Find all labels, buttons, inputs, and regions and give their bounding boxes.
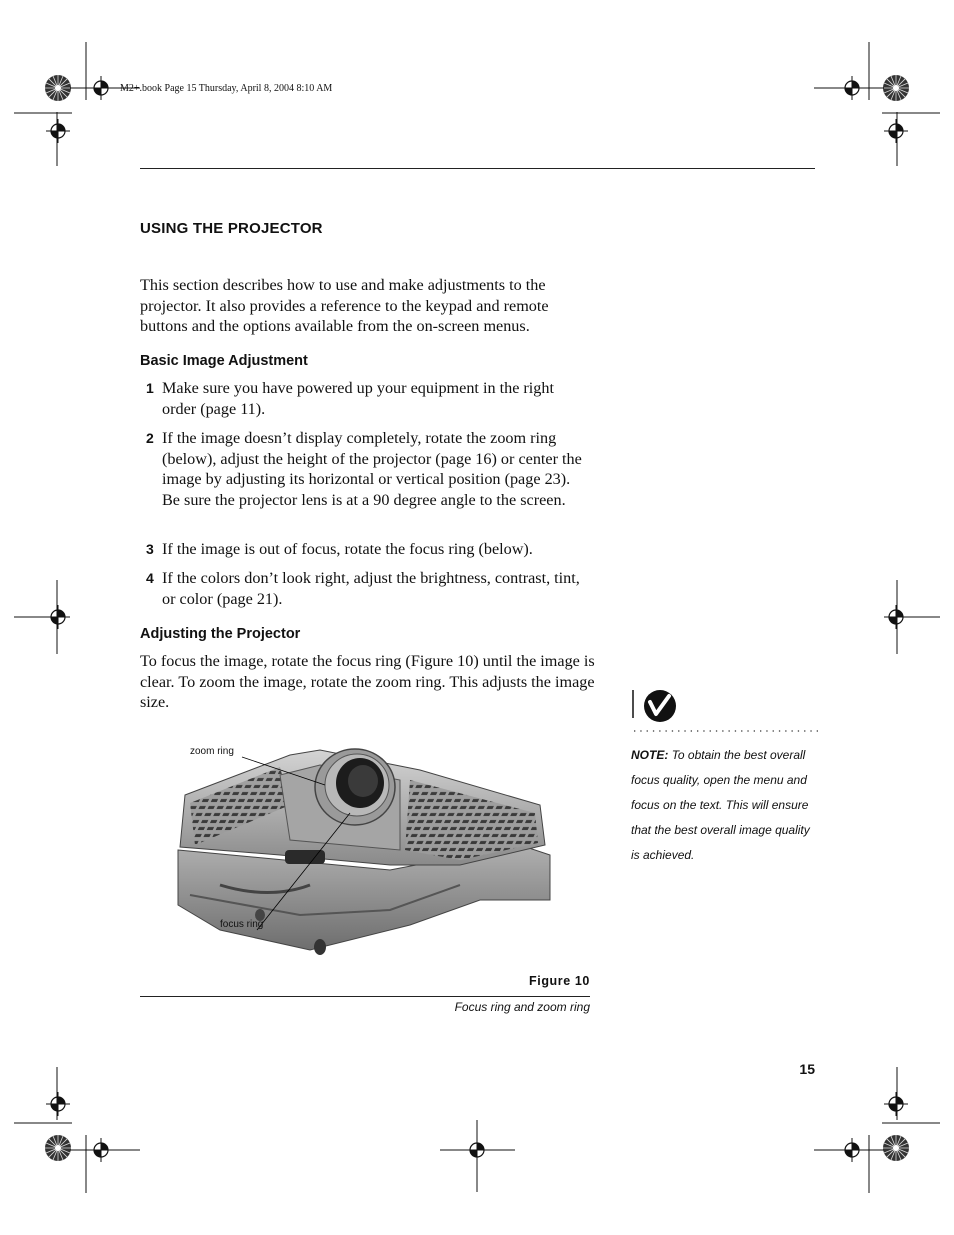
figure-title: Figure 10	[529, 974, 590, 988]
registration-target-icon	[884, 119, 908, 143]
registration-target-icon	[46, 1092, 70, 1116]
figure-rule	[140, 996, 590, 997]
step-text: If the image doesn’t display completely, rotate the zoom ring (below), adjust the height of the projector (page 16) or center the image by adjusting its horizontal or vertical position (page 23). Be sure the projector lens is at a 90 degree angle to the screen.	[162, 429, 582, 509]
focus-ring-label: focus ring	[220, 919, 264, 930]
header-rule	[140, 168, 815, 169]
starburst-target-icon	[883, 75, 909, 101]
step-number: 2	[146, 430, 154, 446]
starburst-target-icon	[883, 1135, 909, 1161]
registration-target-icon	[46, 119, 70, 143]
note-label: NOTE:	[631, 748, 669, 762]
step-number: 3	[146, 541, 154, 557]
figure-caption: Focus ring and zoom ring	[454, 1000, 590, 1014]
note-text	[631, 743, 821, 868]
step-number: 4	[146, 570, 154, 586]
projector-illustration	[160, 735, 560, 965]
step-text: If the colors don’t look right, adjust the brightness, contrast, tint, or color (page 21).	[162, 569, 580, 608]
registration-target-icon	[46, 605, 70, 629]
adjusting-heading: Adjusting the Projector	[140, 626, 301, 642]
page-number: 15	[799, 1061, 815, 1077]
starburst-target-icon	[45, 75, 71, 101]
starburst-target-icon	[45, 1135, 71, 1161]
intro-paragraph: This section describes how to use and make adjustments to the projector. It also provides a reference to the keypad and remote buttons and the options available from the on-screen menus.	[140, 276, 549, 335]
step-text: If the image is out of focus, rotate the focus ring (below).	[162, 540, 533, 558]
adjusting-paragraph: To focus the image, rotate the focus ring (Figure 10) until the image is clear. To zoom the image, rotate the zoom ring. This adjusts the image size.	[140, 652, 595, 711]
print-slug: M2+.book Page 15 Thursday, April 8, 2004 8:10 AM	[120, 83, 333, 94]
zoom-ring-label: zoom ring	[190, 746, 234, 757]
check-mark-icon	[631, 688, 679, 724]
registration-target-icon	[884, 605, 908, 629]
note-divider	[634, 727, 819, 735]
basic-adjustment-heading: Basic Image Adjustment	[140, 353, 308, 369]
registration-target-icon	[884, 1092, 908, 1116]
step-text: Make sure you have powered up your equipment in the right order (page 11).	[162, 379, 554, 418]
step-number: 1	[146, 380, 154, 396]
note-body: To obtain the best overall focus quality, open the menu and focus on the text. This will ensure that the best overall image quality is achieved.	[631, 748, 810, 862]
section-title: USING THE PROJECTOR	[140, 220, 323, 237]
